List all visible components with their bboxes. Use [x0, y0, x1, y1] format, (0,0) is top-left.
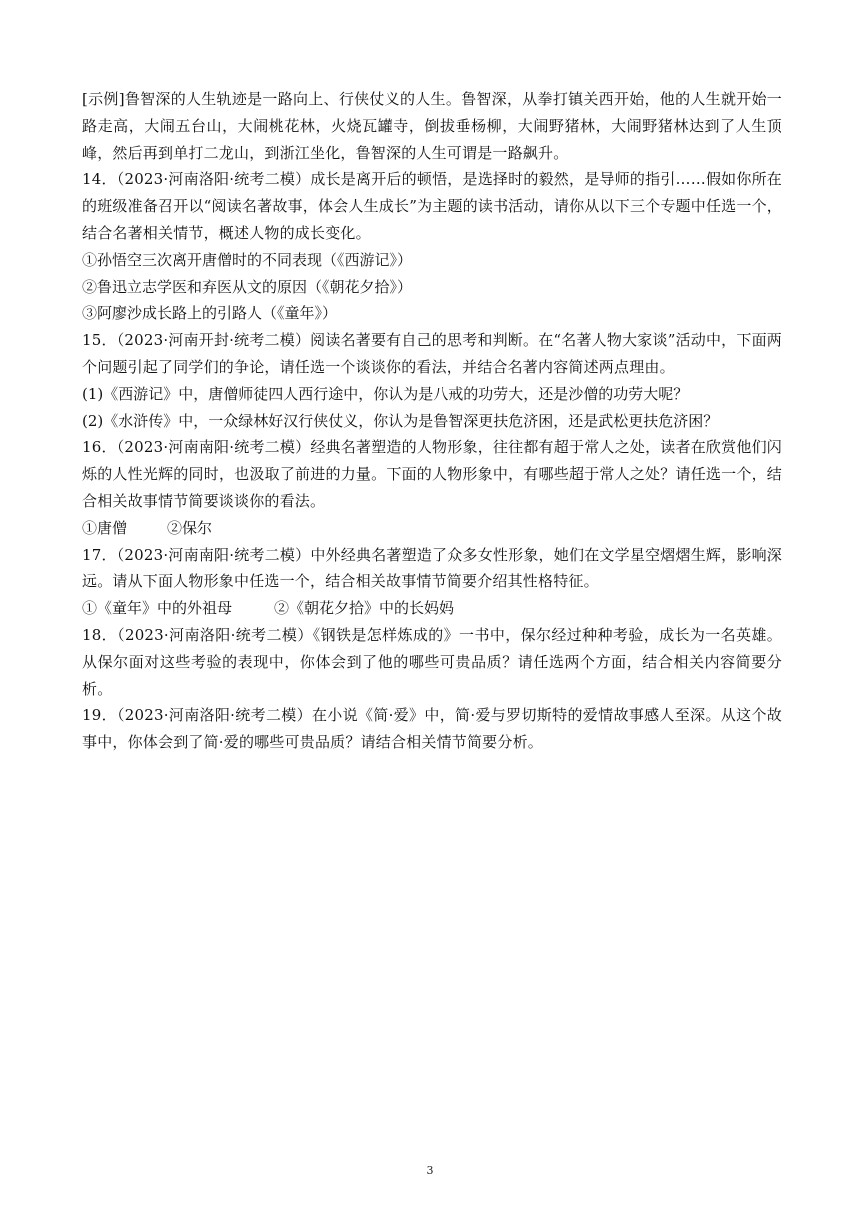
question-number: 17． — [82, 545, 117, 564]
question-number: 19． — [82, 706, 117, 725]
page-number: 3 — [426, 1164, 434, 1177]
question-19 — [82, 702, 782, 756]
question-18 — [82, 622, 782, 702]
question-17-options — [82, 595, 782, 622]
question-14-option-2: ②鲁迅立志学医和弃医从文的原因（《朝花夕拾》） — [82, 277, 413, 296]
question-number: 18． — [82, 625, 118, 644]
question-text: 经典名著塑造的人物形象，往往都有超于常人之处，读者在欣赏他们闪烁的人性光辉的同时，也汲取了前进的力量。下面的人物形象中，有哪些超于常人之处？请任选一个，结合相关故事情节简要谈谈你的看法。 — [82, 438, 782, 510]
question-text: 中外经典名著塑造了众多女性形象，她们在文学星空熠熠生辉，影响深远。请从下面人物形象中任选一个，结合相关故事情节简要介绍其性格特征。 — [82, 545, 782, 591]
question-14 — [82, 166, 782, 246]
question-15 — [82, 327, 782, 381]
question-15-option-2: (2)《水浒传》中，一众绿林好汉行侠仗义，你认为是鲁智深更扶危济困，还是武松更扶危济困？ — [82, 411, 719, 430]
example-answer: [示例]鲁智深的人生轨迹是一路向上、行侠仗义的人生。鲁智深，从拳打镇关西开始，他的人生就开始一路走高，大闹五台山，大闹桃花林，火烧瓦罐寺，倒拔垂杨柳，大闹野猪林，大闹野猪林达到了人生顶峰，然后再到单打二龙山，到浙江坐化，鲁智深的人生可谓是一路飙升。 — [82, 90, 782, 162]
question-15-option-1: (1)《西游记》中，唐僧师徒四人西行途中，你认为是八戒的功劳大，还是沙僧的功劳大呢？ — [82, 384, 689, 403]
question-number: 16． — [82, 438, 117, 457]
question-14-option-1: ①孙悟空三次离开唐僧时的不同表现（《西游记》） — [82, 250, 413, 269]
question-text: 《钢铁是怎样炼成的》一书中，保尔经过种种考验，成长为一名英雄。从保尔面对这些考验的表现中，你体会到了他的哪些可贵品质？请任选两个方面，结合相关内容简要分析。 — [82, 625, 782, 698]
question-number: 14． — [82, 170, 117, 189]
question-16-option-1: ①唐僧 — [82, 518, 128, 537]
question-source: （2023·河南南阳·统考二模） — [116, 438, 311, 457]
question-source: （2023·河南洛阳·统考二模） — [116, 706, 312, 725]
question-17-option-2: ②《朝花夕拾》中的长妈妈 — [274, 599, 455, 618]
question-source: （2023·河南南阳·统考二模） — [116, 545, 311, 564]
question-17 — [82, 542, 782, 596]
question-source: （2023·河南开封·统考二模） — [116, 331, 311, 350]
question-number: 15． — [82, 331, 117, 350]
question-16-options — [82, 515, 782, 542]
question-17-option-1: ①《童年》中的外祖母 — [82, 599, 233, 618]
question-text: 成长是离开后的顿悟，是选择时的毅然，是导师的指引……假如你所在的班级准备召开以“阅读名著故事，体会人生成长”为主题的读书活动，请你从以下三个专题中任选一个，结合名著相关情节，概述人物的成长变化。 — [82, 170, 783, 242]
page-content — [82, 86, 782, 756]
question-14-option-3: ③阿廖沙成长路上的引路人（《童年》） — [82, 304, 338, 323]
question-source: （2023·河南洛阳·统考二模） — [117, 625, 313, 644]
question-text: 在小说《简·爱》中，简·爱与罗切斯特的爱情故事感人至深。从这个故事中，你体会到了简·爱的哪些可贵品质？请结合相关情节简要分析。 — [82, 706, 782, 752]
question-16-option-2: ②保尔 — [167, 518, 213, 537]
question-16 — [82, 434, 782, 514]
question-source: （2023·河南洛阳·统考二模） — [116, 170, 311, 189]
question-text: 阅读名著要有自己的思考和判断。在“名著人物大家谈”活动中，下面两个问题引起了同学们的争论，请任选一个谈谈你的看法，并结合名著内容简述两点理由。 — [82, 331, 782, 376]
